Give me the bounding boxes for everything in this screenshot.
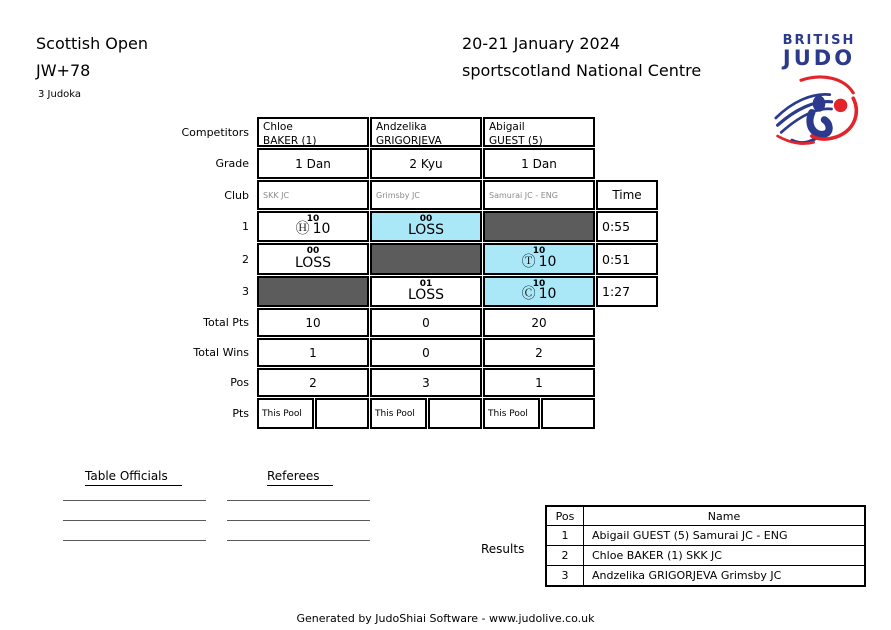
results-row <box>546 526 865 546</box>
pts-empty-box <box>541 398 595 429</box>
results-row <box>546 546 865 566</box>
time-column-header: Time <box>596 180 658 210</box>
result-pos: 2 <box>546 546 584 566</box>
signature-line <box>63 520 206 521</box>
club-row <box>140 180 659 210</box>
match-cell-win <box>483 276 595 307</box>
results-table <box>545 505 866 587</box>
weight-category: JW+78 <box>36 61 91 80</box>
match-cell-blocked <box>370 243 482 275</box>
loss-text: LOSS <box>407 222 445 238</box>
pts-cell-group <box>257 398 369 429</box>
result-name: Chloe BAKER (1) SKK JC <box>584 546 866 566</box>
competitors-row <box>140 117 659 147</box>
competitor-cell <box>370 117 482 147</box>
signature-line <box>63 540 206 541</box>
win-score: 10 <box>538 286 557 302</box>
row-label-grade: Grade <box>215 157 249 170</box>
match-row-3 <box>140 276 659 307</box>
competitor-last-name: GUEST (5) <box>489 134 543 147</box>
row-label-total-pts: Total Pts <box>203 316 249 329</box>
win-score: 10 <box>312 221 331 237</box>
signature-line <box>227 500 370 501</box>
results-name-header: Name <box>584 506 866 526</box>
logo-text-judo: JUDO <box>782 46 856 70</box>
results-row <box>546 566 865 587</box>
pos-row <box>140 368 659 397</box>
win-mark: Ⓒ <box>521 286 536 302</box>
row-label-pts: Pts <box>232 407 249 420</box>
match-cell-win <box>257 211 369 242</box>
this-pool-box: This Pool <box>483 398 540 429</box>
pts-cell-group <box>370 398 482 429</box>
total-pts-cell: 10 <box>257 308 369 337</box>
signature-line <box>63 500 206 501</box>
match-row-2 <box>140 243 659 275</box>
match-cell-loss <box>257 243 369 275</box>
grade-cell: 2 Kyu <box>370 148 482 179</box>
this-pool-box: This Pool <box>257 398 314 429</box>
loss-text: LOSS <box>407 287 445 303</box>
match-cell-loss <box>370 276 482 307</box>
result-name: Andzelika GRIGORJEVA Grimsby JC <box>584 566 866 587</box>
judo-figures-icon <box>774 73 864 145</box>
generator-credit: Generated by JudoShiai Software - www.judolive.co.uk <box>296 612 595 625</box>
score-code: 01 <box>419 279 433 289</box>
event-venue: sportscotland National Centre <box>462 61 702 80</box>
pts-empty-box <box>428 398 482 429</box>
row-label-club: Club <box>224 188 249 202</box>
total-wins-cell: 1 <box>257 338 369 367</box>
event-date: 20-21 January 2024 <box>462 34 621 53</box>
row-label-competitors: Competitors <box>181 125 249 139</box>
competitor-first-name: Abigail <box>489 121 525 133</box>
result-pos: 1 <box>546 526 584 546</box>
score-code: 00 <box>419 214 433 224</box>
match-cell-loss <box>370 211 482 242</box>
win-mark: Ⓣ <box>521 254 536 270</box>
results-label: Results <box>481 542 525 556</box>
competitor-first-name: Andzelika <box>376 121 427 133</box>
competitor-last-name: GRIGORJEVA <box>376 134 442 147</box>
judoka-count: 3 Judoka <box>38 89 82 100</box>
this-pool-box: This Pool <box>370 398 427 429</box>
score-code: 10 <box>532 279 546 289</box>
grade-cell: 1 Dan <box>483 148 595 179</box>
match-cell-blocked <box>257 276 369 307</box>
results-pos-header: Pos <box>546 506 584 526</box>
match-row-label: 3 <box>242 285 249 298</box>
table-officials-heading: Table Officials <box>85 469 182 486</box>
win-mark: Ⓗ <box>295 221 310 237</box>
total-wins-cell: 2 <box>483 338 595 367</box>
row-label-pos: Pos <box>230 376 249 389</box>
row-label-total-wins: Total Wins <box>193 346 249 359</box>
referees-heading: Referees <box>267 469 333 486</box>
results-header-row <box>546 506 865 526</box>
match-time: 1:27 <box>596 276 658 307</box>
signature-line <box>227 520 370 521</box>
match-row-label: 1 <box>242 220 249 233</box>
signature-line <box>227 540 370 541</box>
competitor-last-name: BAKER (1) <box>263 134 317 147</box>
competitor-cell <box>483 117 595 147</box>
match-cell-win <box>483 243 595 275</box>
score-main <box>485 251 593 271</box>
score-code: 10 <box>306 214 320 224</box>
club-cell: SKK JC <box>257 180 369 210</box>
pts-empty-box <box>315 398 369 429</box>
total-pts-cell: 0 <box>370 308 482 337</box>
match-time: 0:55 <box>596 211 658 242</box>
grade-cell: 1 Dan <box>257 148 369 179</box>
match-row-label: 2 <box>242 252 249 266</box>
british-judo-logo <box>772 33 866 149</box>
pos-cell: 3 <box>370 368 482 397</box>
loss-text: LOSS <box>294 255 332 271</box>
competitor-cell <box>257 117 369 147</box>
grade-row <box>140 148 659 179</box>
match-time: 0:51 <box>596 243 658 275</box>
pos-cell: 1 <box>483 368 595 397</box>
total-pts-cell: 20 <box>483 308 595 337</box>
total-wins-cell: 0 <box>370 338 482 367</box>
result-pos: 3 <box>546 566 584 587</box>
win-score: 10 <box>538 254 557 270</box>
pool-table <box>140 117 659 430</box>
score-code: 10 <box>532 246 546 256</box>
match-row-1 <box>140 211 659 242</box>
event-title: Scottish Open <box>36 34 149 53</box>
pos-cell: 2 <box>257 368 369 397</box>
score-code: 00 <box>306 246 320 256</box>
club-cell: Samurai JC - ENG <box>483 180 595 210</box>
result-name: Abigail GUEST (5) Samurai JC - ENG <box>584 526 866 546</box>
competitor-first-name: Chloe <box>263 121 293 133</box>
club-cell: Grimsby JC <box>370 180 482 210</box>
total-wins-row <box>140 338 659 367</box>
total-pts-row <box>140 308 659 337</box>
match-cell-blocked <box>483 211 595 242</box>
logo-text-british: BRITISH <box>782 33 856 48</box>
pts-row <box>140 398 659 429</box>
score-main <box>485 283 593 303</box>
pts-cell-group <box>483 398 595 429</box>
score-main <box>259 218 367 238</box>
